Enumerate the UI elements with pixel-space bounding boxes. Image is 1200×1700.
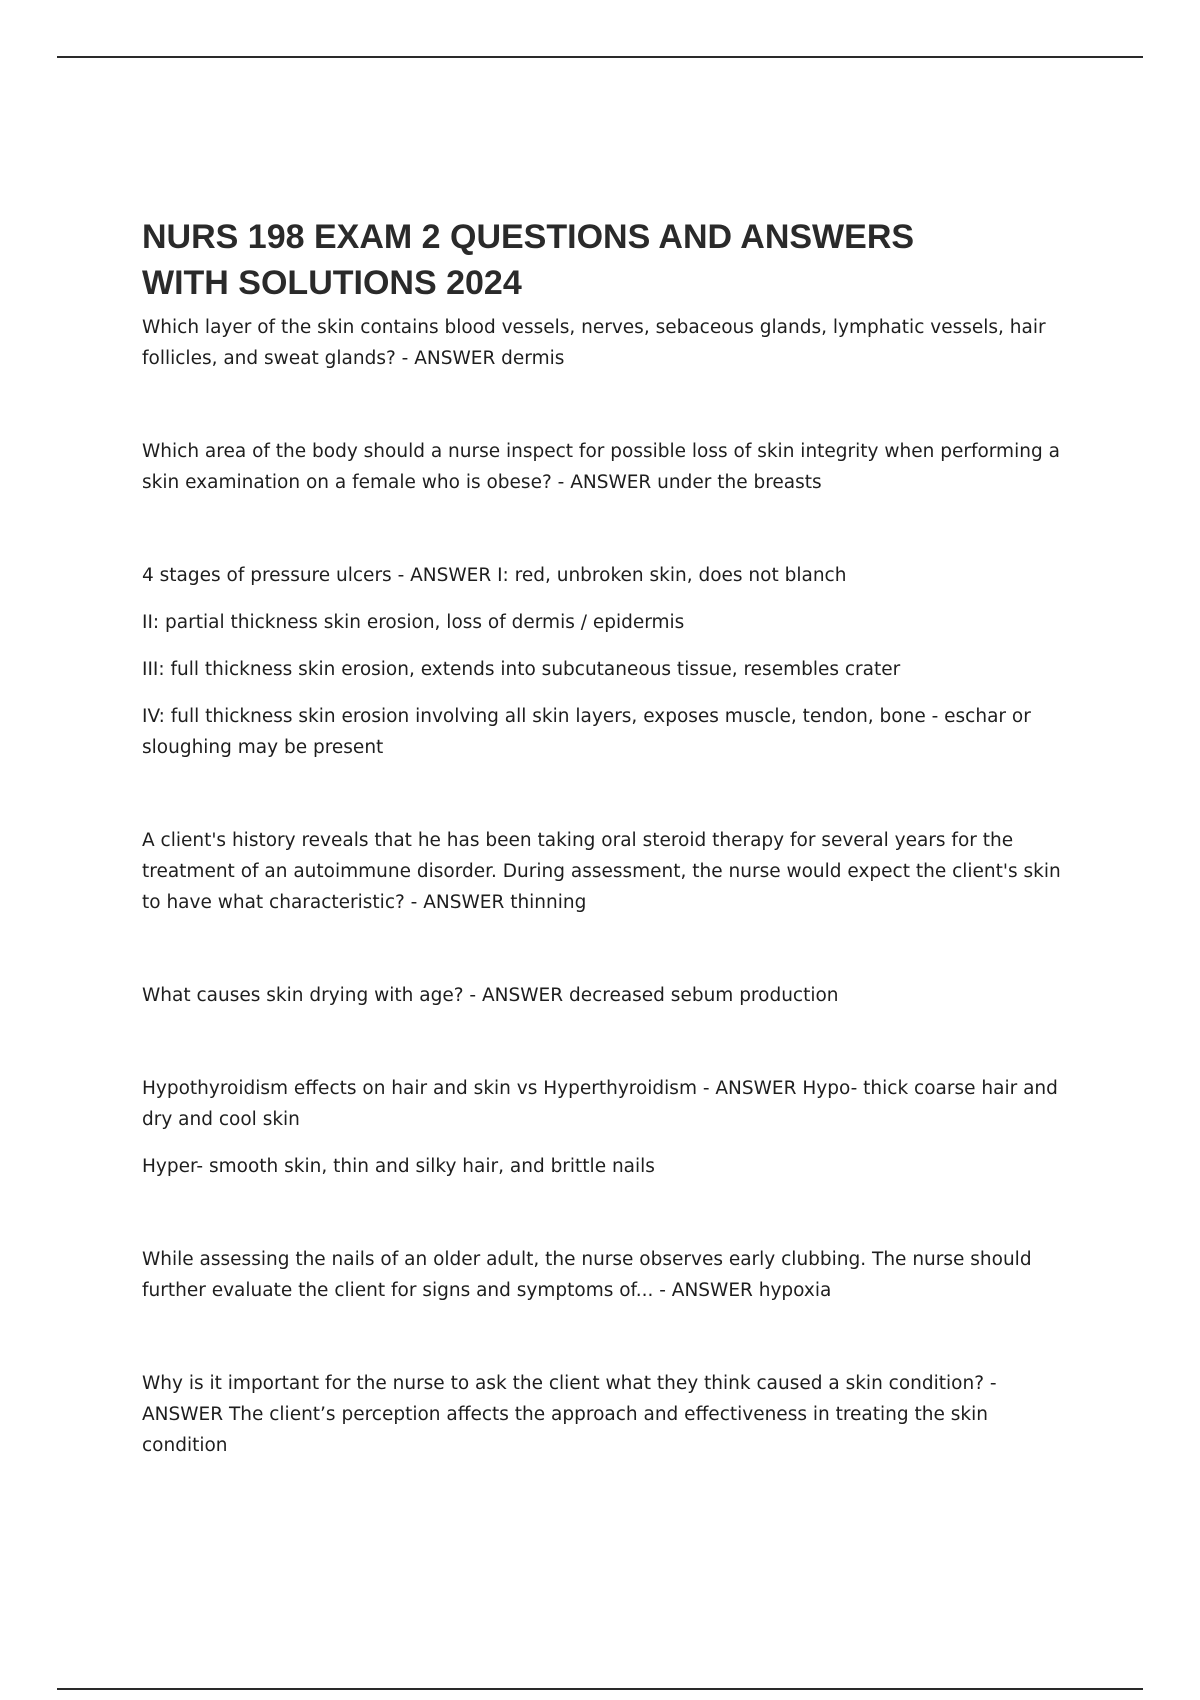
- document-title: [142, 214, 1072, 306]
- qa-item: [142, 980, 1072, 1011]
- document-body: [142, 214, 1072, 1523]
- qa-item: [142, 436, 1072, 498]
- qa-text: Why is it important for the nurse to ask the client what they think caused a skin condition? - ANSWER The client’s perception affects the approach and effectiveness in treating the skin condition: [142, 1373, 997, 1456]
- qa-text: What causes skin drying with age? - ANSWER decreased sebum production: [142, 985, 839, 1006]
- footer-rule: [57, 1688, 1143, 1690]
- qa-item: [142, 1368, 1072, 1461]
- qa-item: [142, 1244, 1072, 1306]
- title-line-2: WITH SOLUTIONS 2024: [142, 264, 522, 302]
- qa-text: A client's history reveals that he has been taking oral steroid therapy for several years for the treatment of an autoimmune disorder. During assessment, the nurse would expect the client's skin to have what characteristic? - ANSWER thinning: [142, 830, 1061, 913]
- qa-item: [142, 560, 1072, 763]
- qa-text: Which layer of the skin contains blood vessels, nerves, sebaceous glands, lymphatic vessels, hair follicles, and sweat glands? - ANSWER dermis: [142, 317, 1046, 369]
- title-line-1: NURS 198 EXAM 2 QUESTIONS AND ANSWERS: [142, 218, 915, 256]
- qa-list: [142, 312, 1072, 1461]
- qa-text: Hypothyroidism effects on hair and skin vs Hyperthyroidism - ANSWER Hypo- thick coarse hair and dry and cool skin: [142, 1078, 1058, 1130]
- qa-item: [142, 312, 1072, 374]
- qa-item: [142, 1073, 1072, 1182]
- qa-text: IV: full thickness skin erosion involving all skin layers, exposes muscle, tendon, bone - eschar or sloughing may be present: [142, 706, 1031, 758]
- qa-text: 4 stages of pressure ulcers - ANSWER I: red, unbroken skin, does not blanch: [142, 565, 847, 586]
- qa-text: While assessing the nails of an older adult, the nurse observes early clubbing. The nurse should further evaluate the client for signs and symptoms of... - ANSWER hypoxia: [142, 1249, 1032, 1301]
- qa-text: Hyper- smooth skin, thin and silky hair, and brittle nails: [142, 1156, 655, 1177]
- qa-item: [142, 825, 1072, 918]
- header-rule: [57, 56, 1143, 58]
- qa-text: Which area of the body should a nurse inspect for possible loss of skin integrity when performing a skin examination on a female who is obese? - ANSWER under the breasts: [142, 441, 1060, 493]
- qa-text: III: full thickness skin erosion, extends into subcutaneous tissue, resembles crater: [142, 659, 901, 680]
- qa-text: II: partial thickness skin erosion, loss of dermis / epidermis: [142, 612, 685, 633]
